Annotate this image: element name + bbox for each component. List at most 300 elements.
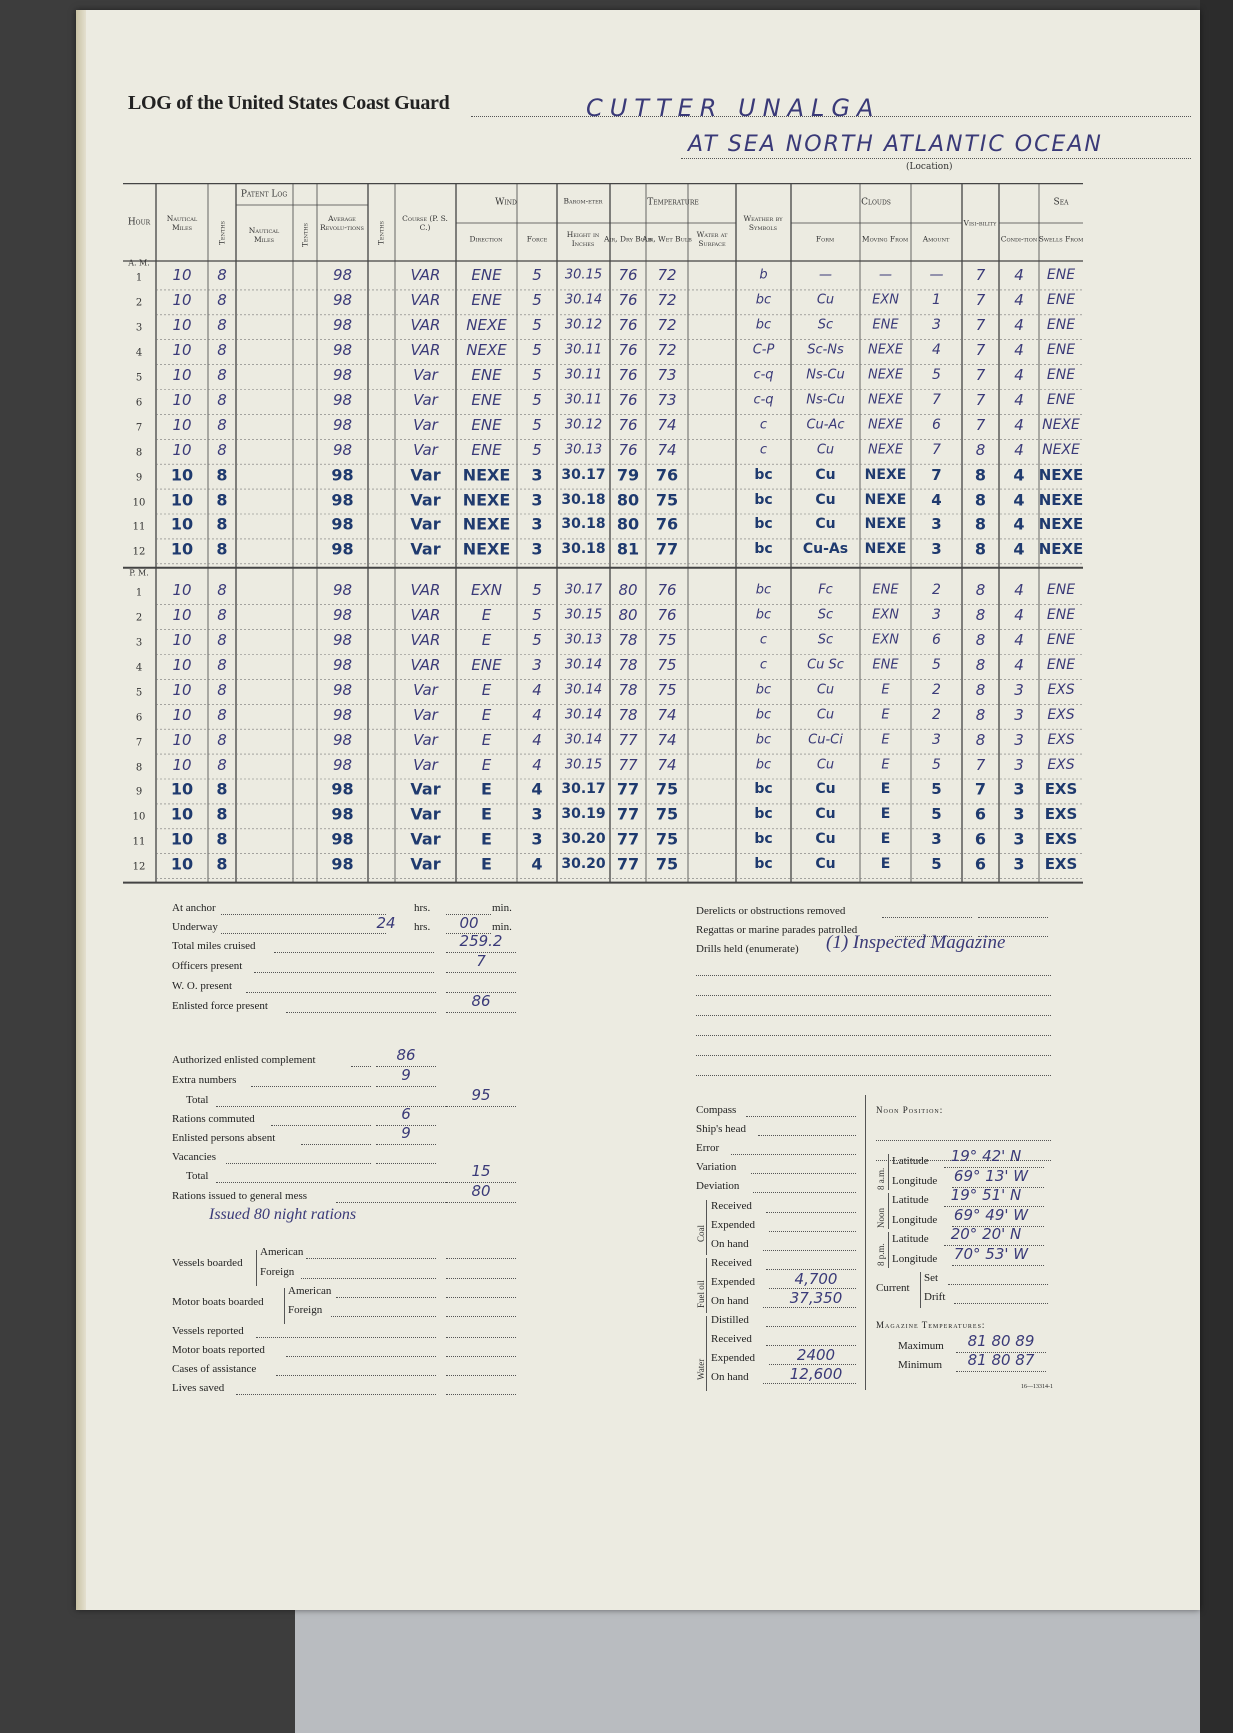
cell-swell: NEXE	[1038, 540, 1084, 559]
cell-rev: 98	[332, 366, 353, 385]
hour-label: 10	[132, 811, 146, 823]
label-coal-expended: Expended	[711, 1219, 755, 1231]
label-persons-absent: Enlisted persons absent	[172, 1132, 276, 1144]
label-cases-of-assistance: Cases of assistance	[172, 1363, 257, 1375]
cell-wet: 72	[657, 291, 677, 310]
blank-line	[696, 975, 1051, 976]
label-compass: Compass	[696, 1104, 737, 1116]
cell-amt: 2	[932, 706, 941, 723]
cell-rev: 98	[331, 779, 354, 799]
cell-form: Sc	[817, 632, 834, 648]
cell-swell: EXS	[1047, 681, 1075, 698]
cell-moving: NEXE	[867, 342, 904, 358]
cell-amt: 2	[932, 681, 941, 698]
cell-nm: 10	[170, 804, 194, 824]
cell-nm: 10	[172, 366, 192, 385]
dotted-line	[446, 1316, 516, 1317]
cell-rev: 98	[332, 730, 353, 749]
cell-amt: 1	[932, 292, 941, 309]
cell-dir: NEXE	[466, 316, 507, 335]
cell-dir: E	[481, 631, 492, 650]
cell-vis: 8	[975, 631, 986, 650]
label-water-on-hand: On hand	[711, 1371, 749, 1383]
dotted-line	[446, 972, 516, 973]
cell-swell: NEXE	[1042, 441, 1080, 458]
cell-dry: 76	[618, 415, 638, 434]
cell-t: 8	[217, 266, 227, 285]
header-temp: Temperature	[647, 197, 699, 208]
dotted-line	[216, 1106, 446, 1107]
cell-cond: 3	[1014, 755, 1024, 774]
label-enlisted: Enlisted force present	[172, 1000, 268, 1012]
cell-course: VAR	[410, 291, 441, 310]
cell-swell: EXS	[1047, 706, 1075, 723]
log-page	[76, 10, 1200, 1610]
cell-rev: 98	[332, 266, 353, 285]
label-am-longitude: Longitude	[892, 1175, 938, 1187]
header-force: Force	[526, 234, 548, 244]
dotted-line	[216, 1182, 446, 1183]
dotted-line	[251, 1086, 371, 1087]
cell-course: Var	[410, 779, 441, 799]
label-fuel-on-hand: On hand	[711, 1295, 749, 1307]
dotted-line	[446, 1202, 516, 1203]
cell-swell: ENE	[1046, 607, 1076, 624]
cell-rev: 98	[332, 755, 353, 774]
cell-bar: 30.20	[561, 856, 606, 873]
hour-label: 2	[135, 297, 143, 309]
cell-course: Var	[410, 854, 441, 874]
label-current: Current	[876, 1282, 910, 1294]
underway-hours-value: 24	[376, 914, 396, 932]
cell-moving: EXN	[872, 632, 899, 648]
label-am-latitude: Latitude	[892, 1155, 929, 1167]
location-label: (Location)	[906, 162, 953, 172]
cell-wx: c-q	[753, 392, 774, 408]
officers-value: 7	[476, 952, 486, 970]
cell-t: 8	[217, 631, 227, 650]
cell-rev: 98	[331, 465, 354, 485]
cell-amt: 6	[932, 416, 941, 433]
cell-dry: 79	[616, 465, 640, 485]
cell-form: Cu	[815, 491, 836, 508]
cell-force: 5	[532, 631, 542, 650]
hour-label: 12	[132, 861, 146, 873]
label-motor-boats-boarded: Motor boats boarded	[172, 1296, 264, 1308]
label-regattas: Regattas or marine parades patrolled	[696, 924, 858, 936]
cell-t: 8	[217, 655, 227, 674]
cell-t: 8	[217, 316, 227, 335]
cell-rev: 98	[332, 705, 353, 724]
cell-wx: c	[759, 442, 768, 458]
cell-bar: 30.15	[564, 267, 603, 283]
cell-vis: 7	[975, 341, 986, 360]
cell-swell: EXS	[1044, 855, 1078, 874]
cell-force: 4	[532, 705, 542, 724]
cell-nm: 10	[172, 606, 192, 625]
dotted-line	[446, 1278, 516, 1279]
cell-course: VAR	[410, 655, 441, 674]
cell-force: 5	[532, 341, 542, 360]
label-set: Set	[924, 1272, 939, 1284]
cell-form: Cu	[816, 292, 835, 308]
dotted-line	[763, 1383, 856, 1384]
label-water-expended: Expended	[711, 1352, 755, 1364]
cell-amt: 2	[932, 582, 941, 599]
dotted-line	[221, 933, 386, 934]
cell-wet: 75	[657, 680, 677, 699]
binding-edge	[76, 10, 86, 1610]
label-vacancies: Vacancies	[172, 1151, 216, 1163]
cell-moving: NEXE	[867, 392, 904, 408]
bracket	[888, 1232, 889, 1268]
cell-vis: 7	[975, 366, 986, 385]
label-total-2: Total	[186, 1170, 209, 1182]
hour-label: 1	[135, 587, 143, 599]
cell-dir: E	[481, 854, 492, 874]
hour-label: 1	[135, 272, 143, 284]
dotted-line	[751, 1173, 856, 1174]
cell-nm: 10	[172, 655, 192, 674]
cell-moving: E	[880, 831, 891, 848]
cell-amt: 4	[931, 490, 942, 509]
bracket	[920, 1272, 921, 1308]
cell-form: Cu	[815, 831, 836, 848]
cell-dry: 80	[618, 606, 638, 625]
cell-wx: c	[759, 417, 768, 433]
cell-rev: 98	[332, 291, 353, 310]
cell-t: 8	[217, 440, 227, 459]
cell-wet: 75	[655, 854, 679, 874]
authorized-value: 86	[396, 1046, 416, 1064]
cell-amt: 4	[932, 342, 941, 359]
dotted-line	[882, 917, 972, 918]
cell-swell: EXS	[1044, 780, 1078, 799]
cell-vis: 6	[974, 804, 987, 824]
dotted-line	[978, 917, 1048, 918]
cell-nm: 10	[170, 514, 194, 534]
cell-dry: 78	[618, 631, 638, 650]
cell-dry: 78	[618, 655, 638, 674]
cell-bar: 30.12	[564, 417, 603, 433]
cell-dir: ENE	[471, 366, 502, 385]
cell-wet: 75	[655, 829, 679, 849]
cell-cond: 4	[1014, 341, 1024, 360]
cell-nm: 10	[170, 854, 194, 874]
cell-vis: 7	[975, 755, 986, 774]
dotted-line	[271, 1125, 371, 1126]
cell-nm: 10	[172, 631, 192, 650]
cell-dir: E	[481, 755, 492, 774]
cell-amt: 5	[932, 367, 941, 384]
cell-vis: 8	[974, 490, 987, 510]
label-noon-longitude: Longitude	[892, 1214, 938, 1226]
cell-nm: 10	[172, 291, 192, 310]
coal-bracket	[706, 1200, 707, 1255]
water-bracket	[706, 1316, 707, 1391]
cell-swell: EXS	[1047, 731, 1075, 748]
label-hrs: hrs.	[414, 902, 431, 914]
cell-wx: bc	[754, 491, 773, 508]
cell-wet: 74	[657, 440, 677, 459]
cell-dir: ENE	[471, 291, 502, 310]
cell-wx: bc	[755, 757, 772, 773]
cell-vis: 8	[975, 606, 986, 625]
cell-vis: 7	[975, 266, 986, 285]
cell-dry: 76	[618, 266, 638, 285]
cell-swell: NEXE	[1038, 490, 1084, 509]
form-number: 16—13314-1	[1021, 1384, 1053, 1390]
dotted-line	[952, 1265, 1044, 1266]
cell-moving: ENE	[872, 317, 899, 333]
cell-course: Var	[413, 415, 438, 434]
cell-vis: 8	[975, 655, 986, 674]
header-wx: Weather by Symbols	[743, 214, 783, 232]
label-officers: Officers present	[172, 960, 243, 972]
label-total-miles: Total miles cruised	[172, 940, 256, 952]
cell-wx: bc	[754, 856, 773, 873]
cell-course: Var	[413, 755, 438, 774]
vessel-name: CUTTER UNALGA	[586, 94, 881, 122]
header-clouds: Clouds	[861, 197, 891, 208]
label-motor-reported: Motor boats reported	[172, 1344, 265, 1356]
label-fuel-oil: Fuel oil	[696, 1280, 706, 1308]
cell-amt: 5	[931, 855, 942, 874]
total-value: 95	[471, 1086, 491, 1104]
dotted-line	[758, 1135, 856, 1136]
hour-label: 6	[135, 397, 143, 409]
hour-label: 12	[132, 546, 146, 558]
dotted-line	[376, 1144, 436, 1145]
cell-course: VAR	[410, 581, 441, 600]
cell-wet: 74	[657, 755, 677, 774]
cell-vis: 8	[975, 680, 986, 699]
cell-t: 8	[217, 291, 227, 310]
hour-label: 11	[132, 521, 146, 533]
cell-moving: E	[881, 707, 890, 723]
cell-course: Var	[413, 366, 438, 385]
cell-t: 8	[217, 341, 227, 360]
cell-rev: 98	[331, 829, 354, 849]
dotted-line	[766, 1212, 856, 1213]
label-coal-received: Received	[711, 1200, 752, 1212]
location-value: AT SEA NORTH ATLANTIC OCEAN	[688, 132, 1103, 157]
label-coal-on-hand: On hand	[711, 1238, 749, 1250]
cell-wet: 76	[655, 465, 679, 485]
cell-rev: 98	[331, 854, 354, 874]
dotted-line	[254, 972, 434, 973]
cell-cond: 4	[1014, 606, 1024, 625]
cell-moving: NEXE	[867, 367, 904, 383]
cell-wx: bc	[755, 317, 772, 333]
cell-vis: 7	[975, 415, 986, 434]
cell-vis: 8	[975, 730, 986, 749]
cell-force: 3	[531, 804, 543, 824]
cell-vis: 8	[974, 465, 987, 485]
cell-bar: 30.17	[561, 466, 606, 483]
cell-dry: 77	[616, 804, 640, 824]
dotted-line	[276, 1375, 436, 1376]
header-dir: Direction	[469, 234, 503, 244]
cell-cond: 3	[1013, 854, 1025, 874]
cell-cond: 4	[1013, 514, 1025, 534]
total-2-value: 15	[471, 1162, 491, 1180]
cell-course: VAR	[410, 316, 441, 335]
cell-rev: 98	[331, 804, 354, 824]
dotted-line	[236, 1394, 436, 1395]
cell-dry: 80	[616, 490, 640, 510]
cell-form: Sc	[817, 607, 834, 623]
cell-cond: 4	[1014, 390, 1024, 409]
label-derelicts: Derelicts or obstructions removed	[696, 905, 846, 917]
label-noon-position: Noon Position:	[876, 1105, 944, 1115]
cell-moving: E	[880, 806, 891, 823]
cell-wx: bc	[755, 607, 772, 623]
header-hour: Hour	[127, 217, 151, 228]
label-fuel-received: Received	[711, 1257, 752, 1269]
cell-dir: ENE	[471, 440, 502, 459]
label-pm-latitude: Latitude	[892, 1233, 929, 1245]
cell-cond: 4	[1014, 291, 1024, 310]
cell-swell: ENE	[1046, 391, 1076, 408]
dotted-line	[331, 1316, 436, 1317]
cell-force: 4	[531, 779, 543, 799]
cell-cond: 4	[1014, 655, 1024, 674]
cell-bar: 30.17	[564, 582, 603, 598]
cell-moving: ENE	[872, 582, 899, 598]
cell-amt: 5	[931, 805, 942, 824]
cell-cond: 4	[1014, 415, 1024, 434]
label-underway: Underway	[172, 921, 218, 933]
dotted-line	[286, 1356, 436, 1357]
dotted-line	[446, 1258, 516, 1259]
cell-wet: 75	[655, 804, 679, 824]
cell-bar: 30.18	[561, 516, 606, 533]
cell-moving: NEXE	[867, 442, 904, 458]
cell-vis: 6	[974, 854, 987, 874]
cell-swell: EXS	[1044, 805, 1078, 824]
cell-form: Cu	[816, 682, 835, 698]
cell-form: Sc	[817, 317, 834, 333]
cell-wet: 76	[657, 581, 677, 600]
dotted-line	[763, 1307, 856, 1308]
header-moving: Moving From	[861, 234, 909, 244]
header-dry: Air, Dry Bulb	[604, 234, 652, 244]
hour-label: 7	[135, 422, 143, 434]
cell-t: 8	[216, 539, 228, 559]
dotted-line	[446, 1394, 516, 1395]
cell-force: 4	[532, 680, 542, 699]
dotted-line	[446, 1375, 516, 1376]
label-rations-issued: Rations issued to general mess	[172, 1190, 308, 1202]
label-noon: Noon	[876, 1208, 886, 1228]
cell-dry: 77	[618, 730, 638, 749]
cell-course: Var	[413, 705, 438, 724]
cell-moving: NEXE	[867, 417, 904, 433]
cell-form: Cu	[816, 757, 835, 773]
header-rev: Average Revolu-tions	[320, 214, 364, 232]
cell-force: 5	[532, 581, 542, 600]
cell-wet: 72	[657, 316, 677, 335]
blank-line	[696, 995, 1051, 996]
label-maximum: Maximum	[898, 1340, 944, 1352]
hour-label: 3	[135, 637, 143, 649]
cell-nm: 10	[172, 755, 192, 774]
cell-t: 8	[216, 854, 228, 874]
header-swell: Swells From	[1038, 234, 1084, 244]
cell-swell: NEXE	[1042, 416, 1080, 433]
cell-force: 5	[532, 291, 542, 310]
cell-force: 3	[531, 829, 543, 849]
cell-force: 3	[531, 465, 543, 485]
cell-wx: bc	[755, 582, 772, 598]
label-deviation: Deviation	[696, 1180, 740, 1192]
cell-form: Cu	[815, 806, 836, 823]
cell-force: 5	[532, 415, 542, 434]
cell-moving: E	[880, 781, 891, 798]
cell-dry: 80	[618, 581, 638, 600]
cell-force: 5	[532, 440, 542, 459]
cell-swell: ENE	[1046, 656, 1076, 673]
dotted-line	[876, 1140, 1051, 1141]
hour-label: 10	[132, 497, 146, 509]
cell-bar: 30.18	[561, 541, 606, 558]
cell-t: 8	[217, 390, 227, 409]
label-ships-head: Ship's head	[696, 1123, 746, 1135]
extra-value: 9	[401, 1066, 411, 1084]
cell-nm: 10	[172, 341, 192, 360]
dotted-line	[446, 1337, 516, 1338]
cell-wet: 72	[657, 341, 677, 360]
cell-form: Cu	[815, 856, 836, 873]
cell-dir: NEXE	[466, 341, 507, 360]
cell-swell: ENE	[1046, 292, 1076, 309]
cell-nm: 10	[172, 266, 192, 285]
cell-form: Cu-As	[802, 541, 849, 558]
cell-amt: 7	[932, 441, 941, 458]
cell-moving: NEXE	[864, 466, 907, 483]
dotted-line	[351, 1066, 371, 1067]
cell-t: 8	[216, 804, 228, 824]
hour-label: 8	[135, 447, 143, 459]
cell-dry: 81	[616, 539, 640, 559]
cell-swell: EXS	[1044, 830, 1078, 849]
cell-wx: bc	[754, 466, 773, 483]
hour-label: 4	[135, 347, 143, 359]
cell-cond: 4	[1014, 440, 1024, 459]
cell-amt: 5	[932, 756, 941, 773]
cell-bar: 30.13	[564, 632, 603, 648]
cell-cond: 4	[1014, 266, 1024, 285]
cell-course: Var	[413, 730, 438, 749]
cell-force: 4	[532, 755, 542, 774]
label-noon-latitude: Latitude	[892, 1194, 929, 1206]
label-min: min.	[492, 921, 512, 933]
cell-amt: 3	[932, 607, 941, 624]
cell-rev: 98	[331, 490, 354, 510]
cell-force: 5	[532, 606, 542, 625]
cell-nm: 10	[172, 730, 192, 749]
cell-wet: 74	[657, 705, 677, 724]
cell-cond: 4	[1013, 465, 1025, 485]
cell-bar: 30.17	[561, 781, 606, 798]
cell-t: 8	[217, 730, 227, 749]
label-variation: Variation	[696, 1161, 737, 1173]
dotted-line	[731, 1154, 856, 1155]
cell-moving: E	[880, 856, 891, 873]
hour-label: 9	[135, 786, 143, 798]
cell-moving: E	[881, 732, 890, 748]
